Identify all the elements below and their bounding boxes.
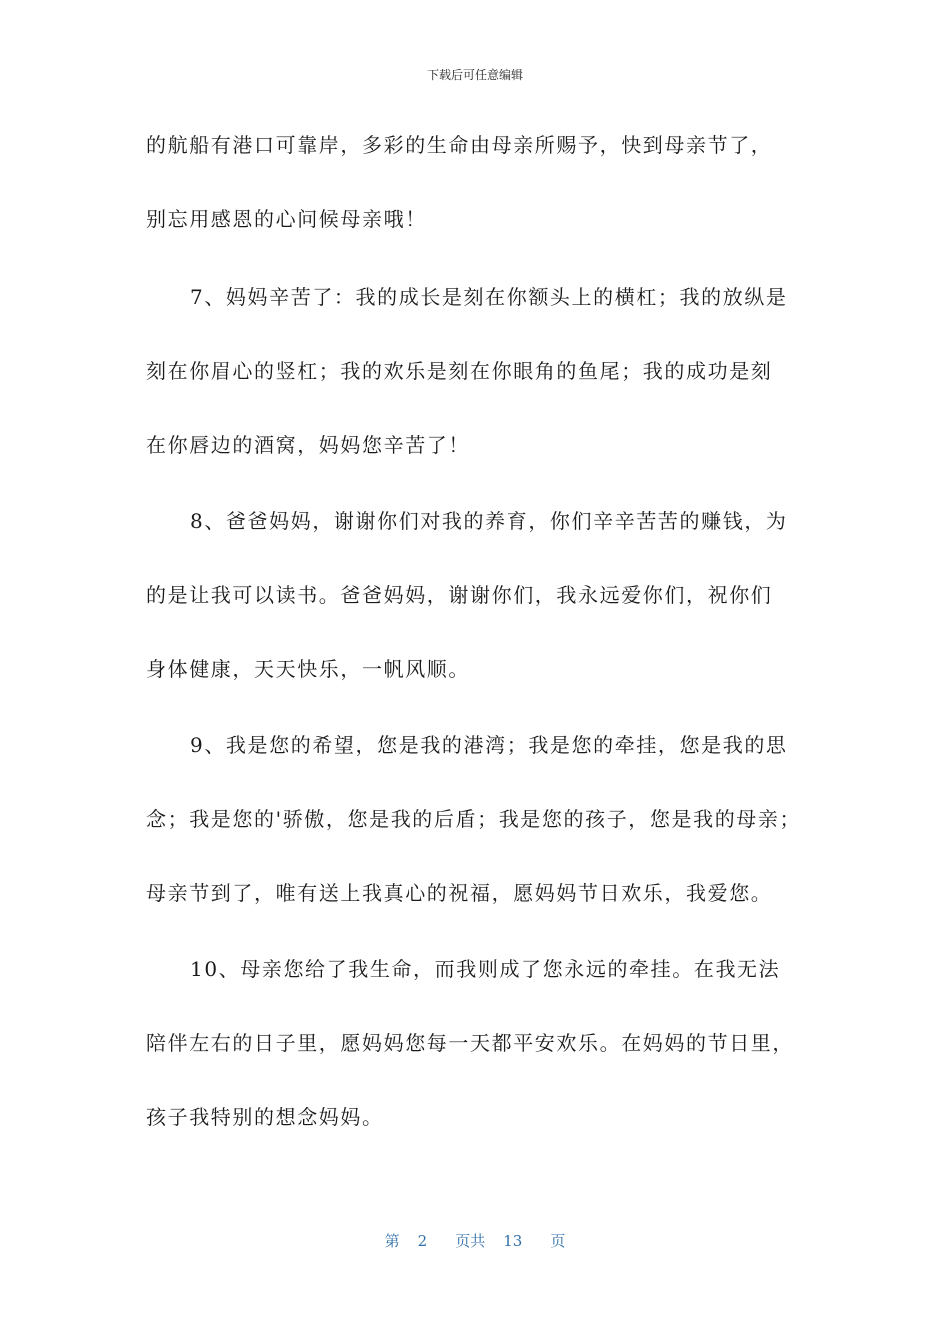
paragraph-line: 念；我是您的'骄傲，您是我的后盾；我是您的孩子，您是我的母亲； [146, 807, 802, 831]
paragraph-line: 别忘用感恩的心问候母亲哦！ [146, 207, 427, 231]
page-prefix: 第 [384, 1232, 400, 1250]
paragraph-line: 9、我是您的希望，您是我的港湾；我是您的牵挂，您是我的思 [190, 733, 788, 757]
paragraph-line: 10、母亲您给了我生命，而我则成了您永远的牵挂。在我无法 [190, 957, 781, 981]
page-suffix: 页 [550, 1232, 566, 1250]
page-mid: 页共 [455, 1232, 486, 1250]
paragraph-line: 8、爸爸妈妈，谢谢你们对我的养育，你们辛辛苦苦的赚钱，为 [190, 509, 788, 533]
paragraph-line: 刻在你眉心的竖杠；我的欢乐是刻在你眼角的鱼尾；我的成功是刻 [146, 359, 773, 383]
page-footer [0, 1230, 950, 1251]
paragraph-line: 在你唇边的酒窝，妈妈您辛苦了！ [146, 433, 470, 457]
current-page-number: 2 [417, 1232, 428, 1250]
total-pages-number: 13 [503, 1232, 523, 1250]
paragraph-line: 母亲节到了，唯有送上我真心的祝福，愿妈妈节日欢乐，我爱您。 [146, 881, 773, 905]
paragraph-line: 陪伴左右的日子里，愿妈妈您每一天都平安欢乐。在妈妈的节日里， [146, 1031, 794, 1055]
paragraph-line: 的航船有港口可靠岸，多彩的生命由母亲所赐予，快到母亲节了， [146, 133, 773, 157]
paragraph-line: 身体健康，天天快乐，一帆风顺。 [146, 657, 470, 681]
header-note: 下载后可任意编辑 [426, 68, 523, 82]
paragraph-line: 的是让我可以读书。爸爸妈妈，谢谢你们，我永远爱你们，祝你们 [146, 583, 773, 607]
paragraph-line: 7、妈妈辛苦了：我的成长是刻在你额头上的横杠；我的放纵是 [190, 285, 788, 309]
paragraph-line: 孩子我特别的想念妈妈。 [146, 1105, 384, 1129]
